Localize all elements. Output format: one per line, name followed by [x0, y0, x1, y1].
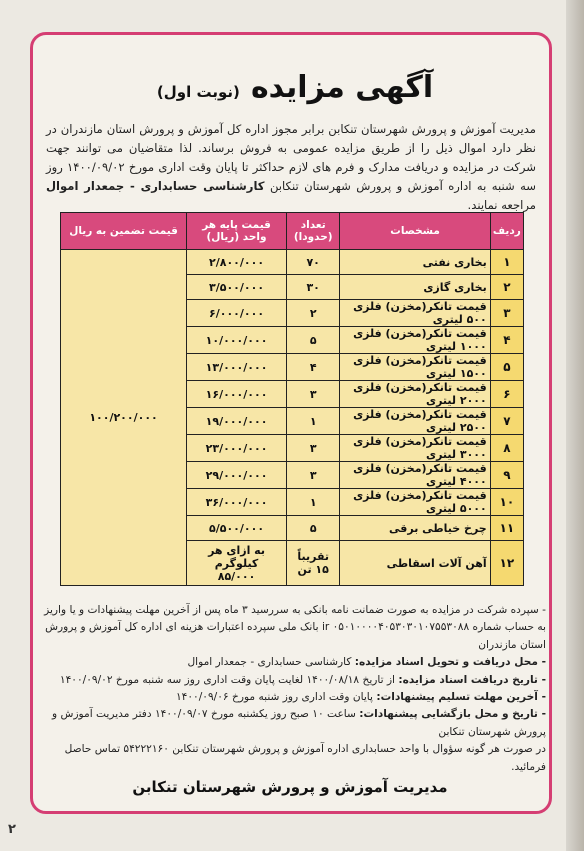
- page-edge: [566, 0, 584, 851]
- row-price: ۳۶/۰۰۰/۰۰۰: [187, 489, 287, 516]
- header-spec: مشخصات: [340, 213, 490, 250]
- row-spec: قیمت تانکر(مخزن) فلزی ۱۰۰۰ لیتری: [340, 327, 490, 354]
- footer-signature: مدیریت آموزش و پرورش شهرستان تنکابن: [132, 778, 448, 796]
- row-index: ۶: [490, 381, 523, 408]
- note-receive-date: [40, 672, 546, 689]
- row-spec: قیمت تانکر(مخزن) فلزی ۱۵۰۰ لیتری: [340, 354, 490, 381]
- note-deadline-text: پایان وقت اداری روز شنبه مورخ ۱۴۰۰/۰۹/۰۶: [175, 691, 377, 704]
- note-location-label: - محل دریافت و تحویل اسناد مزایده:: [354, 656, 546, 669]
- row-qty: ۲: [286, 300, 339, 327]
- row-spec: قیمت تانکر(مخزن) فلزی ۲۵۰۰ لیتری: [340, 408, 490, 435]
- row-qty: ۵: [286, 327, 339, 354]
- title-main: آگهی مزایده: [250, 70, 434, 105]
- row-qty: ۳: [286, 381, 339, 408]
- row-index: ۹: [490, 462, 523, 489]
- note-deadline: [40, 689, 546, 706]
- intro-part2: مراجعه نمایند.: [467, 198, 536, 212]
- notes-section: [40, 602, 546, 776]
- row-spec: بخاری نفتی: [340, 250, 490, 275]
- row-price: ۲/۸۰۰/۰۰۰: [187, 250, 287, 275]
- items-table: [60, 212, 524, 586]
- row-qty: ۴: [286, 354, 339, 381]
- row-index: ۲: [490, 275, 523, 300]
- note-receive-text: از تاریخ ۱۴۰۰/۰۸/۱۸ لغایت پایان وقت اداری روز سه شنبه مورخ ۱۴۰۰/۰۹/۰۲: [59, 673, 399, 686]
- intro-part1: مدیریت آموزش و پرورش شهرستان تنکابن برابر مجوز اداره کل آموزش و پرورش استان مازندران در نظر دارد اموال ذیل را از طریق مزایده عمومی به فروش برساند. لذا متقاضیان می توانند جهت شرکت در مزایده و دریافت مدارک و فرم های لازم حداکثر تا پایان وقت اداری مورخ ۱۴۰۰/۰۹/۰۲ روز سه شنبه به اداره آموزش و پرورش شهرستان تنکابن: [46, 122, 537, 193]
- row-qty: ۵: [286, 516, 339, 541]
- header-price: قیمت پایه هر واحد (ریال): [187, 213, 287, 250]
- row-qty: ۳: [286, 435, 339, 462]
- table-header-row: [61, 213, 524, 250]
- intro-paragraph: [46, 120, 536, 215]
- row-price: ۱۹/۰۰۰/۰۰۰: [187, 408, 287, 435]
- row-price: ۱۶/۰۰۰/۰۰۰: [187, 381, 287, 408]
- row-index: ۱۱: [490, 516, 523, 541]
- row-index: ۵: [490, 354, 523, 381]
- note-receive-label: - تاریخ دریافت اسناد مزایده:: [398, 673, 546, 686]
- row-price: ۵/۵۰۰/۰۰۰: [187, 516, 287, 541]
- note-location: [40, 654, 546, 671]
- header-qty: تعداد (حدودا): [286, 213, 339, 250]
- row-spec: قیمت تانکر(مخزن) فلزی ۵۰۰۰ لیتری: [340, 489, 490, 516]
- row-price: ۲۳/۰۰۰/۰۰۰: [187, 435, 287, 462]
- row-spec: قیمت تانکر(مخزن) فلزی ۲۰۰۰ لیتری: [340, 381, 490, 408]
- row-qty: ۳: [286, 462, 339, 489]
- row-spec: بخاری گازی: [340, 275, 490, 300]
- row-qty: ۱: [286, 408, 339, 435]
- row-price: ۱۳/۰۰۰/۰۰۰: [187, 354, 287, 381]
- header-guarantee: قیمت تضمین به ریال: [61, 213, 187, 250]
- row-index: ۱۲: [490, 541, 523, 586]
- title-sub: (نوبت اول): [156, 83, 240, 101]
- note-deposit: - سپرده شرکت در مزایده به صورت ضمانت نامه بانکی به سررسید ۳ ماه پس از آخرین مهلت پیشنهادات و یا واریز به حساب شماره ir ۰۵۰۱۰۰۰۰۴۰۵۳۰۳۰۱۰۷۵۵۳۰۸۸ بانک ملی سپرده اعتبارات هزینه ای اداره کل آموزش و پرورش استان مازندران: [44, 604, 546, 651]
- row-index: ۱: [490, 250, 523, 275]
- row-price-note: به ازای هر کیلوگرم: [208, 543, 265, 570]
- row-price: ۲۹/۰۰۰/۰۰۰: [187, 462, 287, 489]
- row-price: ۸۵/۰۰۰: [217, 569, 256, 583]
- row-index: ۳: [490, 300, 523, 327]
- page-number: ۲: [8, 822, 16, 837]
- note-opening-text: ساعت ۱۰ صبح روز یکشنبه مورخ ۱۴۰۰/۰۹/۰۷ دفتر مدیریت آموزش و پرورش شهرستان تنکابن: [52, 708, 546, 738]
- row-spec: آهن آلات اسقاطی: [340, 541, 490, 586]
- row-price-cell: [187, 541, 287, 586]
- row-qty: ۷۰: [286, 250, 339, 275]
- row-spec: چرخ خیاطی برقی: [340, 516, 490, 541]
- table-row: [61, 250, 524, 275]
- row-index: ۱۰: [490, 489, 523, 516]
- row-qty: ۳۰: [286, 275, 339, 300]
- row-index: ۸: [490, 435, 523, 462]
- row-price: ۱۰/۰۰۰/۰۰۰: [187, 327, 287, 354]
- note-opening: [40, 706, 546, 741]
- guarantee-cell: ۱۰۰/۲۰۰/۰۰۰: [61, 250, 187, 586]
- header-index: ردیف: [490, 213, 523, 250]
- row-spec: قیمت تانکر(مخزن) فلزی ۳۰۰۰ لیتری: [340, 435, 490, 462]
- row-qty: تقریباً ۱۵ تن: [286, 541, 339, 586]
- note-location-text: کارشناسی حسابداری - جمعدار اموال: [187, 656, 355, 669]
- note-contact: در صورت هر گونه سؤوال با واحد حسابداری اداره آموزش و پرورش شهرستان تنکابن ۵۴۲۲۲۱۶۰ تماس حاصل فرمائید.: [64, 743, 546, 773]
- note-opening-label: - تاریخ و محل بازگشایی پیشنهادات:: [359, 708, 546, 721]
- intro-bold: کارشناسی حسابداری - جمعدار اموال: [46, 179, 265, 193]
- row-index: ۴: [490, 327, 523, 354]
- row-spec: قیمت تانکر(مخزن) فلزی ۴۰۰۰ لیتری: [340, 462, 490, 489]
- row-price: ۶/۰۰۰/۰۰۰: [187, 300, 287, 327]
- row-qty: ۱: [286, 489, 339, 516]
- row-price: ۳/۵۰۰/۰۰۰: [187, 275, 287, 300]
- ad-title: [100, 70, 490, 105]
- row-spec: قیمت تانکر(مخزن) فلزی ۵۰۰ لیتری: [340, 300, 490, 327]
- row-index: ۷: [490, 408, 523, 435]
- note-deadline-label: - آخرین مهلت تسلیم پیشنهادات:: [376, 691, 546, 704]
